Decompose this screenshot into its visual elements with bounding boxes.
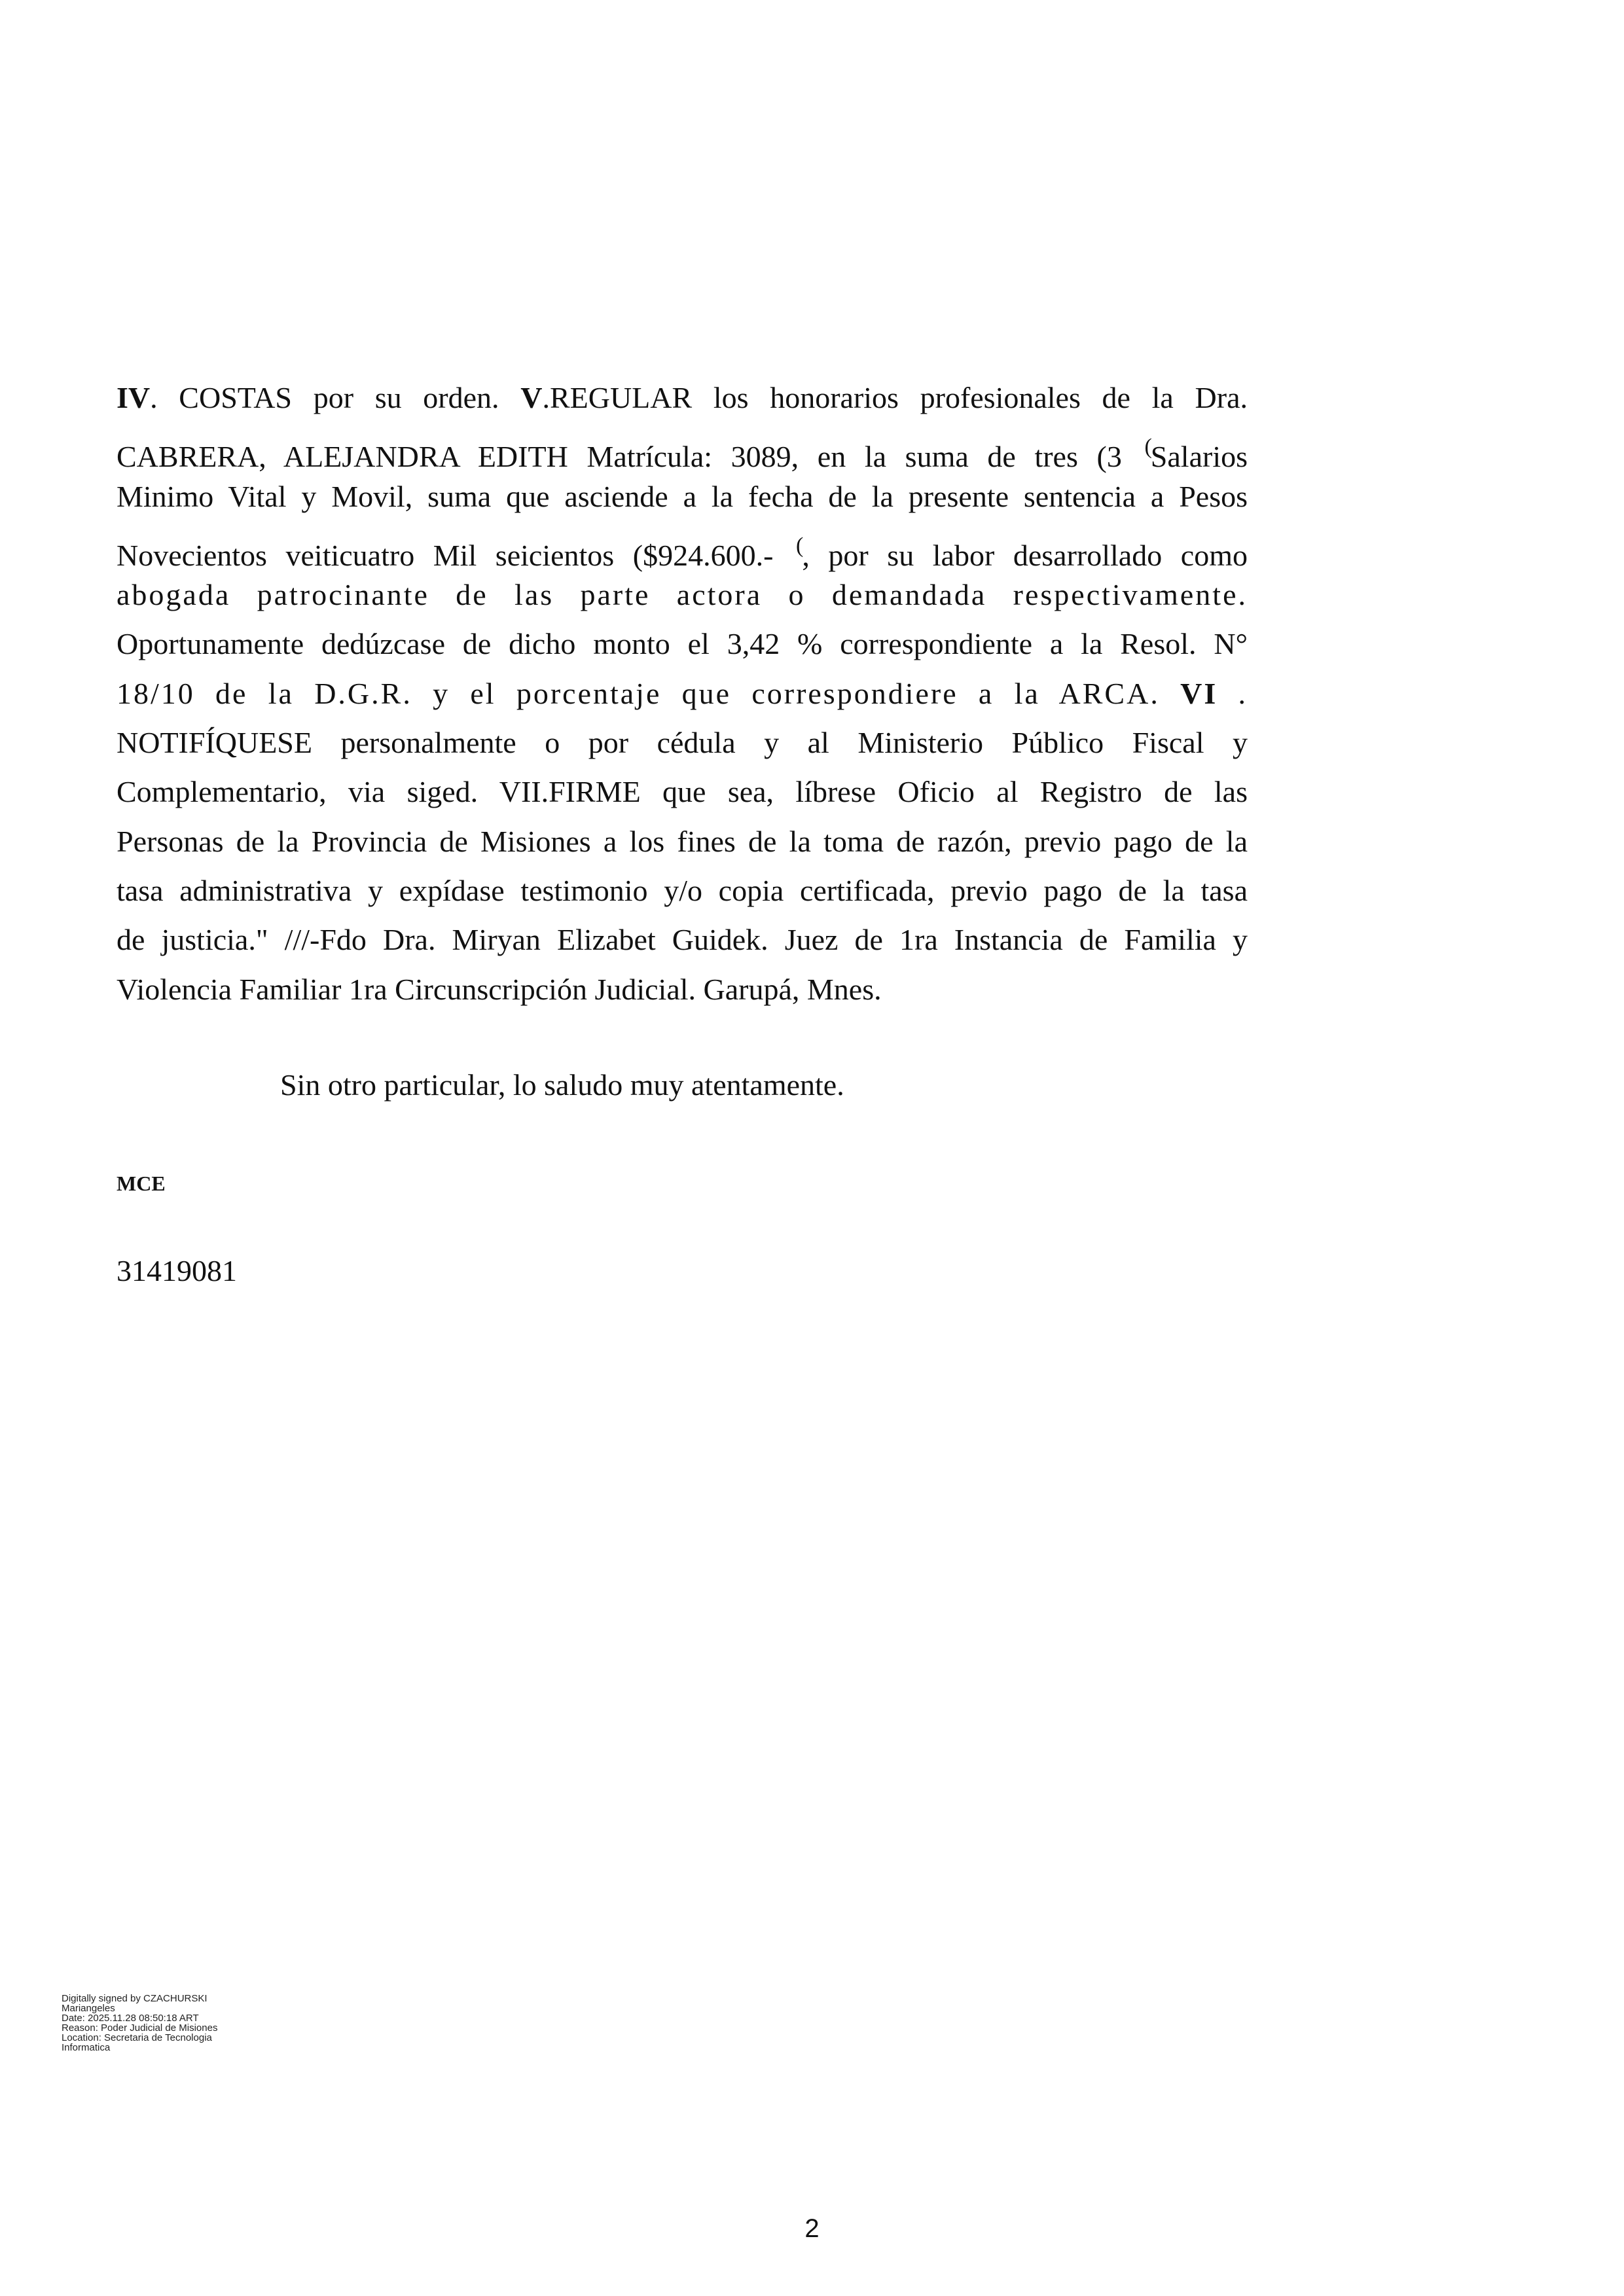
body-line: Oportunamente dedúzcase de dicho monto el 3,42 % correspondiente a la Resol. N° xyxy=(117,627,1248,661)
body-line: 18/10 de la D.G.R. y el porcentaje que correspondiere a la ARCA. VI . xyxy=(117,676,1248,710)
signature-line: Digitally signed by CZACHURSKI xyxy=(62,1993,208,2004)
reference-number: 31419081 xyxy=(117,1254,237,1287)
body-line: Violencia Familiar 1ra Circunscripción Judicial. Garupá, Mnes. xyxy=(117,972,882,1006)
signature-line: Mariangeles xyxy=(62,2003,115,2014)
resolution-body-text xyxy=(117,373,1248,1014)
parenthesis-mark: ( xyxy=(1144,435,1152,459)
body-line: IV. COSTAS por su orden. V.REGULAR los honorarios profesionales de la Dra. xyxy=(117,381,1248,414)
body-line: de justicia." ///-Fdo Dra. Miryan Elizabet Guidek. Juez de 1ra Instancia de Familia y xyxy=(117,923,1248,957)
body-line: NOTIFÍQUESE personalmente o por cédula y al Ministerio Público Fiscal y xyxy=(117,726,1248,760)
closing-salutation: Sin otro particular, lo saludo muy atentamente. xyxy=(280,1068,844,1102)
signature-line: Location: Secretaria de Tecnologia xyxy=(62,2032,212,2043)
section-numeral: V xyxy=(520,381,543,414)
digital-signature-block xyxy=(62,1994,310,2053)
body-line: Complementario, via siged. VII.FIRME que sea, líbrese Oficio al Registro de las xyxy=(117,775,1248,809)
parenthesis-mark: ( xyxy=(796,533,804,558)
body-line: CABRERA, ALEJANDRA EDITH Matrícula: 3089, en la suma de tres (3 (Salarios xyxy=(117,422,1248,471)
body-line: Novecientos veiticuatro Mil seicientos ($924.600.- (, por su labor desarrollado como xyxy=(117,521,1248,570)
body-line: tasa administrativa y expídase testimonio y/o copia certificada, previo pago de la tasa xyxy=(117,873,1248,907)
signature-line: Reason: Poder Judicial de Misiones xyxy=(62,2022,218,2034)
page-number: 2 xyxy=(804,2214,820,2243)
body-line: Minimo Vital y Movil, suma que asciende a la fecha de la presente sentencia a Pesos xyxy=(117,479,1248,513)
body-line: Personas de la Provincia de Misiones a los fines de la toma de razón, previo pago de la xyxy=(117,824,1248,858)
signature-line: Informatica xyxy=(62,2042,111,2053)
signature-line: Date: 2025.11.28 08:50:18 ART xyxy=(62,2013,199,2024)
body-line: abogada patrocinante de las parte actora o demandada respectivamente. xyxy=(117,578,1248,612)
section-numeral: VI xyxy=(1180,676,1218,710)
section-numeral: IV xyxy=(117,381,151,414)
author-initials: MCE xyxy=(117,1172,166,1195)
